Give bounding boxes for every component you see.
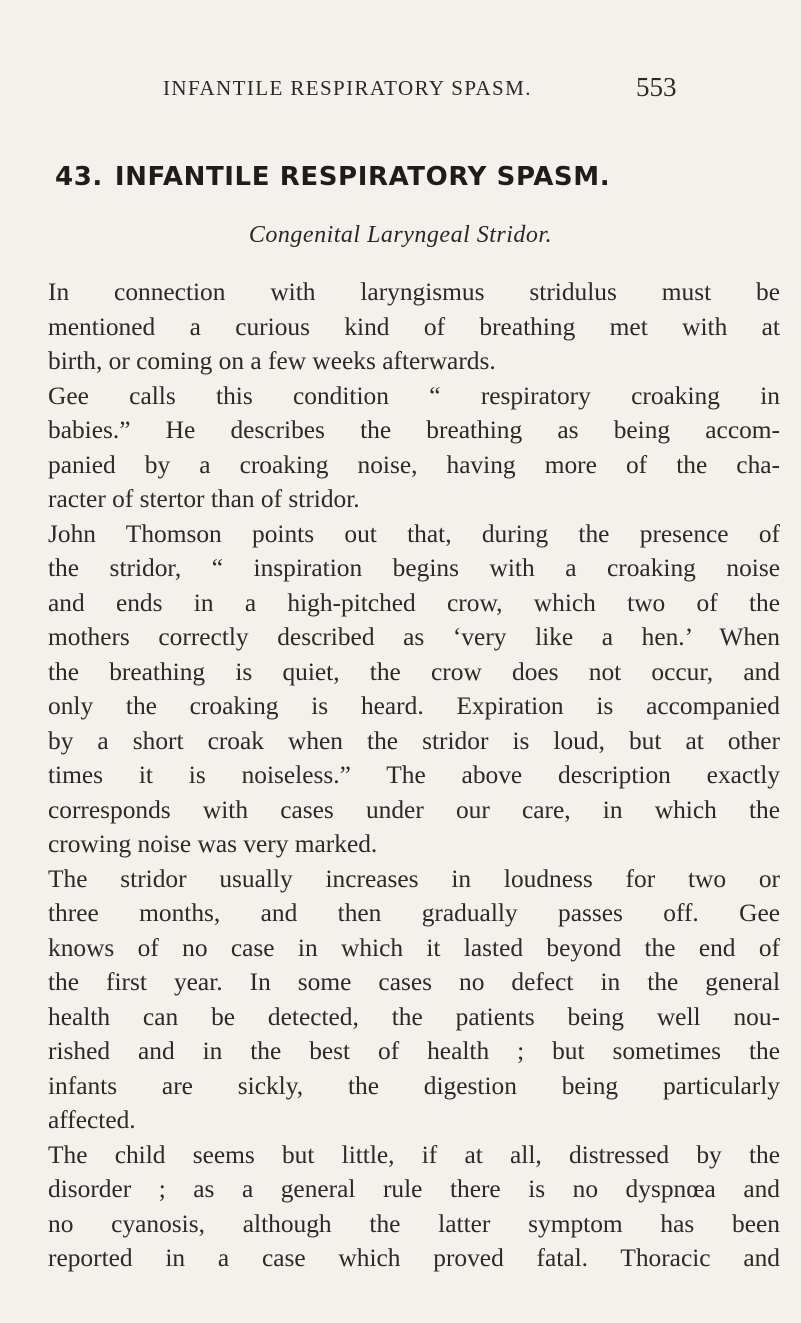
text-line: The stridor usually increases in loudness for two or <box>48 864 780 893</box>
body-text <box>48 275 780 1276</box>
text-line: rished and in the best of health ; but sometimes the <box>48 1037 780 1065</box>
text-line: John Thomson points out that, during the presence of <box>48 519 780 548</box>
text-line: babies.” He describes the breathing as being accom- <box>48 416 780 444</box>
text-line: Gee calls this condition “ respiratory croaking in <box>48 381 780 410</box>
text-line: crowing noise was very marked. <box>48 830 378 858</box>
section-subtitle: Congenital Laryngeal Stridor. <box>248 222 553 248</box>
text-line: The child seems but little, if at all, distressed by the <box>48 1140 780 1169</box>
text-line: the first year. In some cases no defect in the general <box>48 968 780 996</box>
running-head-title: INFANTILE RESPIRATORY SPASM. <box>163 76 532 100</box>
text-line: In connection with laryngismus stridulus must be <box>48 278 780 306</box>
section-heading <box>55 162 755 192</box>
text-line: no cyanosis, although the latter symptom has been <box>48 1209 780 1238</box>
text-line: by a short croak when the stridor is loud, but at other <box>48 726 780 755</box>
text-line: corresponds with cases under our care, in which the <box>48 795 780 824</box>
section-title: INFANTILE RESPIRATORY SPASM. <box>114 162 611 192</box>
text-line: disorder ; as a general rule there is no dyspnœa and <box>48 1175 780 1203</box>
page-number: 553 <box>636 72 677 102</box>
text-line: racter of stertor than of stridor. <box>48 485 360 513</box>
text-line: birth, or coming on a few weeks afterwards. <box>48 347 496 375</box>
text-line: the stridor, “ inspiration begins with a croaking noise <box>48 554 780 582</box>
text-line: and ends in a high-pitched crow, which two of the <box>48 588 780 617</box>
running-head <box>0 66 801 106</box>
text-line: affected. <box>48 1106 136 1134</box>
text-line: times it is noiseless.” The above description exactly <box>48 761 780 789</box>
text-line: panied by a croaking noise, having more of the cha- <box>48 450 780 479</box>
section-number: 43. <box>55 162 103 192</box>
text-line: reported in a case which proved fatal. Thoracic and <box>48 1244 780 1272</box>
text-line: health can be detected, the patients being well nou- <box>48 1002 780 1031</box>
text-line: only the croaking is heard. Expiration is accompanied <box>48 692 780 720</box>
text-line: infants are sickly, the digestion being particularly <box>48 1071 780 1100</box>
text-line: knows of no case in which it lasted beyond the end of <box>48 933 780 962</box>
text-line: mothers correctly described as ‘very like a hen.’ When <box>48 623 780 651</box>
text-line: three months, and then gradually passes off. Gee <box>48 899 780 927</box>
text-line: the breathing is quiet, the crow does not occur, and <box>48 657 780 686</box>
text-line: mentioned a curious kind of breathing met with at <box>48 312 780 341</box>
